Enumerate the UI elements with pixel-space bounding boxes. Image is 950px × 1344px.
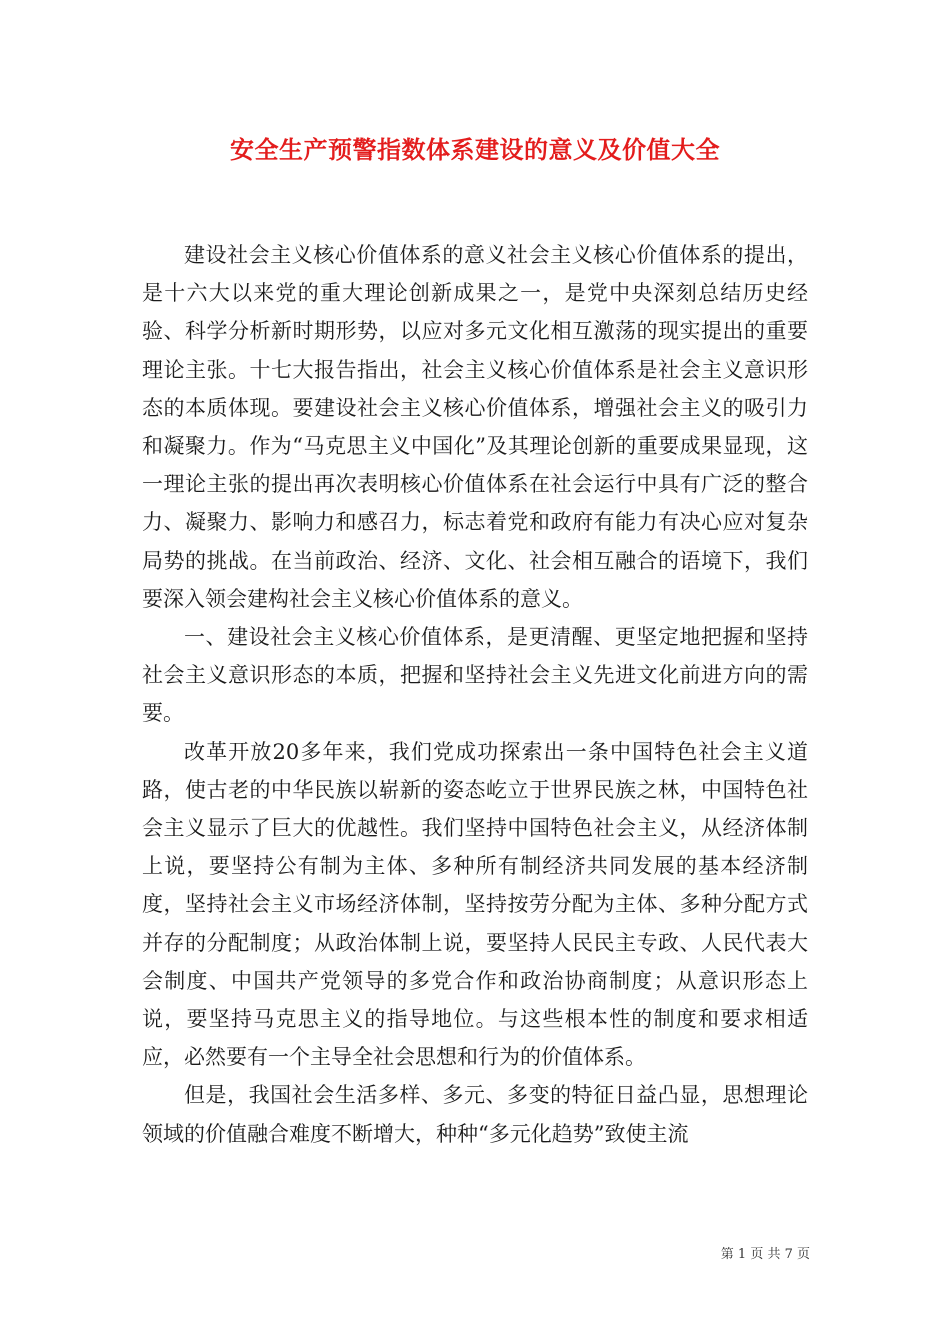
paragraph: 改革开放20多年来，我们党成功探索出一条中国特色社会主义道路，使古老的中华民族以崭新的姿态屹立于世界民族之林，中国特色社会主义显示了巨大的优越性。我们坚持中国特色社会主义，从经济体制上说，要坚持公有制为主体、多种所有制经济共同发展的基本经济制度，坚持社会主义市场经济体制，坚持按劳分配为主体、多种分配方式并存的分配制度；从政治体制上说，要坚持人民民主专政、人民代表大会制度、中国共产党领导的多党合作和政治协商制度；从意识形态上说，要坚持马克思主义的指导地位。与这些根本性的制度和要求相适应，必然要有一个主导全社会思想和行为的价值体系。 [142, 739, 808, 1070]
paragraph: 一、建设社会主义核心价值体系，是更清醒、更坚定地把握和坚持社会主义意识形态的本质，把握和坚持社会主义先进文化前进方向的需要。 [142, 625, 808, 726]
page-number: 第 1 页 共 7 页 [720, 1247, 810, 1262]
document-title: 安全生产预警指数体系建设的意义及价值大全 [230, 135, 720, 164]
paragraph: 建设社会主义核心价值体系的意义社会主义核心价值体系的提出，是十六大以来党的重大理论创新成果之一，是党中央深刻总结历史经验、科学分析新时期形势，以应对多元文化相互激荡的现实提出的重要理论主张。十七大报告指出，社会主义核心价值体系是社会主义意识形态的本质体现。要建设社会主义核心价值体系，增强社会主义的吸引力和凝聚力。作为“马克思主义中国化”及其理论创新的重要成果显现，这一理论主张的提出再次表明核心价值体系在社会运行中具有广泛的整合力、凝聚力、影响力和感召力，标志着党和政府有能力有决心应对复杂局势的挑战。在当前政治、经济、文化、社会相互融合的语境下，我们要深入领会建构社会主义核心价值体系的意义。 [142, 243, 808, 611]
paragraph: 但是，我国社会生活多样、多元、多变的特征日益凸显，思想理论领域的价值融合难度不断增大，种种“多元化趋势”致使主流 [142, 1083, 808, 1146]
document-body [142, 236, 808, 1153]
